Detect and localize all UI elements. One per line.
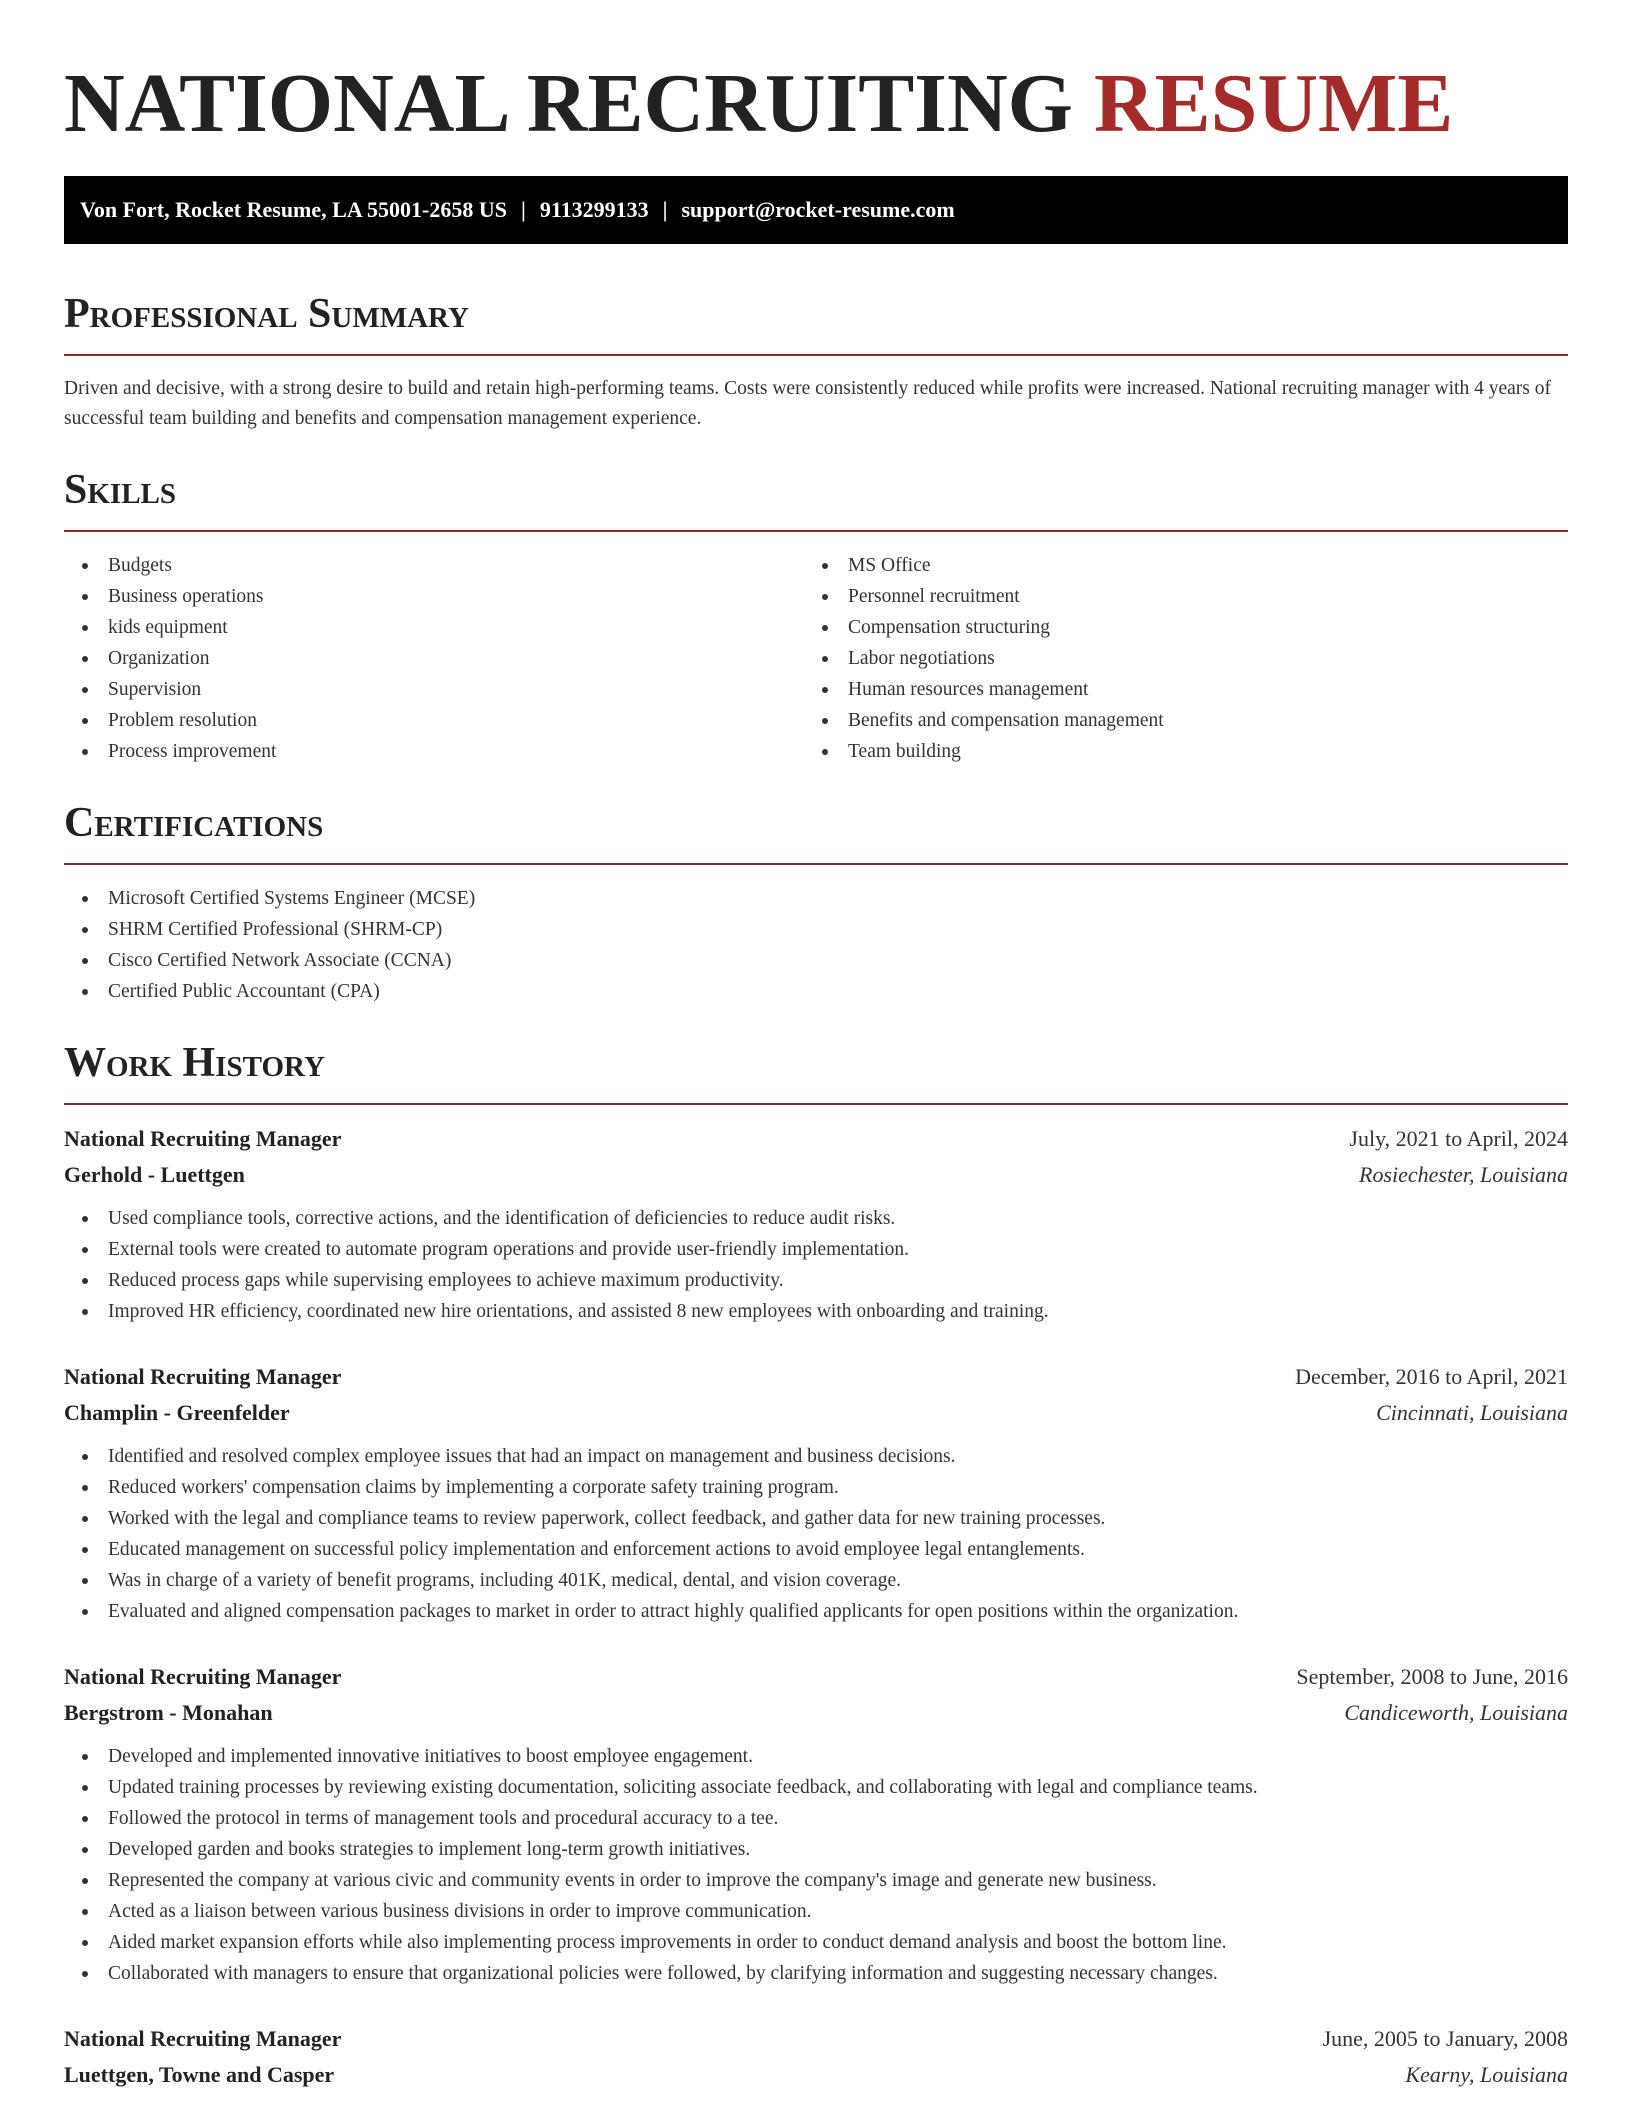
job-bullet: Updated training processes by reviewing existing documentation, soliciting associate feedback, and collaborating with legal and compliance teams. (64, 1772, 1568, 1803)
contact-bar (64, 176, 1568, 244)
summary-heading: Professional Summary (64, 291, 469, 337)
job-bullet: Reduced process gaps while supervising employees to achieve maximum productivity. (64, 1265, 1568, 1296)
job-bullet: Was in charge of a variety of benefit programs, including 401K, medical, dental, and vision coverage. (64, 1565, 1568, 1596)
job-bullet: Developed and implemented innovative initiatives to boost employee engagement. (64, 1741, 1568, 1772)
contact-phone: 9113299133 (539, 197, 649, 222)
job-bullets (64, 1203, 1568, 1327)
job-bullet: Represented the company at various civic and community events in order to improve the company's image and generate new business. (64, 1865, 1568, 1896)
title-accent: RESUME (1093, 57, 1454, 150)
contact-address: Von Fort, Rocket Resume, LA 55001-2658 US (80, 197, 507, 222)
skill-item: Benefits and compensation management (804, 705, 1544, 736)
job-company-row (64, 1395, 1568, 1431)
job-dates: July, 2021 to April, 2024 (1349, 1126, 1568, 1151)
job-header-row (64, 2021, 1568, 2057)
job-bullet: Developed garden and books strategies to implement long-term growth initiatives. (64, 1834, 1568, 1865)
section-divider (64, 1103, 1568, 1105)
certification-item: SHRM Certified Professional (SHRM-CP) (64, 914, 1568, 945)
job-bullets (64, 1441, 1568, 1627)
certifications-heading: Certifications (64, 800, 324, 846)
skill-item: Personnel recruitment (804, 581, 1544, 612)
skills-list-right (804, 550, 1544, 767)
job-company: Champlin - Greenfelder (64, 1400, 290, 1425)
job-company: Luettgen, Towne and Casper (64, 2062, 335, 2087)
job-bullet: Worked with the legal and compliance teams to review paperwork, collect feedback, and gather data for new training processes. (64, 1503, 1568, 1534)
job-company-row (64, 1157, 1568, 1193)
job-header-row (64, 1121, 1568, 1157)
job-company-row (64, 2057, 1568, 2093)
job-dates: December, 2016 to April, 2021 (1295, 1364, 1568, 1389)
job-title: National Recruiting Manager (64, 1664, 342, 1689)
job-bullet: External tools were created to automate program operations and provide user-friendly implementation. (64, 1234, 1568, 1265)
job-bullet: Collaborated with managers to ensure that organizational policies were followed, by clarifying information and suggesting necessary changes. (64, 1958, 1568, 1989)
job-bullets (64, 1741, 1568, 1989)
job-dates: June, 2005 to January, 2008 (1322, 2026, 1568, 2051)
skills-heading: Skills (64, 467, 177, 513)
job-location: Candiceworth, Louisiana (1344, 1700, 1568, 1725)
skill-item: Compensation structuring (804, 612, 1544, 643)
job-dates: September, 2008 to June, 2016 (1296, 1664, 1568, 1689)
job-company: Gerhold - Luettgen (64, 1162, 245, 1187)
job-title: National Recruiting Manager (64, 1364, 342, 1389)
skills-list-left (64, 550, 804, 767)
contact-separator: | (662, 197, 668, 222)
job-header-row (64, 1359, 1568, 1395)
job-bullet: Acted as a liaison between various business divisions in order to improve communication. (64, 1896, 1568, 1927)
skill-item: kids equipment (64, 612, 804, 643)
job-entry (64, 2021, 1568, 2093)
job-entry (64, 1359, 1568, 1627)
job-company-row (64, 1695, 1568, 1731)
job-bullet: Aided market expansion efforts while also implementing process improvements in order to conduct demand analysis and boost the bottom line. (64, 1927, 1568, 1958)
skill-item: Budgets (64, 550, 804, 581)
title-main: NATIONAL RECRUITING (64, 57, 1073, 150)
job-location: Kearny, Louisiana (1405, 2062, 1568, 2087)
skill-item: Human resources management (804, 674, 1544, 705)
skill-item: Team building (804, 736, 1544, 767)
section-divider (64, 863, 1568, 865)
job-company: Bergstrom - Monahan (64, 1700, 273, 1725)
skill-item: Organization (64, 643, 804, 674)
job-bullet: Followed the protocol in terms of management tools and procedural accuracy to a tee. (64, 1803, 1568, 1834)
job-bullet: Educated management on successful policy implementation and enforcement actions to avoid employee legal entanglements. (64, 1534, 1568, 1565)
skill-item: Process improvement (64, 736, 804, 767)
job-bullet: Reduced workers' compensation claims by implementing a corporate safety training program. (64, 1472, 1568, 1503)
job-location: Cincinnati, Louisiana (1376, 1400, 1568, 1425)
skill-item: Problem resolution (64, 705, 804, 736)
job-header-row (64, 1659, 1568, 1695)
resume-title (64, 0, 1568, 154)
certification-item: Cisco Certified Network Associate (CCNA) (64, 945, 1568, 976)
skill-item: Business operations (64, 581, 804, 612)
certification-item: Certified Public Accountant (CPA) (64, 976, 1568, 1007)
skill-item: MS Office (804, 550, 1544, 581)
job-bullet: Used compliance tools, corrective actions, and the identification of deficiencies to reduce audit risks. (64, 1203, 1568, 1234)
section-divider (64, 354, 1568, 356)
job-entry (64, 1121, 1568, 1327)
job-title: National Recruiting Manager (64, 2026, 342, 2051)
resume-page (64, 0, 1568, 2093)
job-bullet: Improved HR efficiency, coordinated new hire orientations, and assisted 8 new employees with onboarding and training. (64, 1296, 1568, 1327)
skill-item: Labor negotiations (804, 643, 1544, 674)
skills-grid (64, 532, 1568, 767)
job-entry (64, 1659, 1568, 1989)
job-location: Rosiechester, Louisiana (1359, 1162, 1568, 1187)
certifications-list (64, 883, 1568, 1007)
job-title: National Recruiting Manager (64, 1126, 342, 1151)
work-history-heading: Work History (64, 1040, 325, 1086)
contact-separator: | (520, 197, 526, 222)
contact-email: support@rocket-resume.com (681, 197, 955, 222)
summary-text: Driven and decisive, with a strong desire to build and retain high-performing teams. Costs were consistently reduced while profits were increased. National recruiting manager with 4 years of successful team building and benefits and compensation management experience. (64, 378, 1551, 429)
job-bullet: Identified and resolved complex employee issues that had an impact on management and business decisions. (64, 1441, 1568, 1472)
certification-item: Microsoft Certified Systems Engineer (MCSE) (64, 883, 1568, 914)
skill-item: Supervision (64, 674, 804, 705)
job-bullet: Evaluated and aligned compensation packages to market in order to attract highly qualified applicants for open positions within the organization. (64, 1596, 1568, 1627)
